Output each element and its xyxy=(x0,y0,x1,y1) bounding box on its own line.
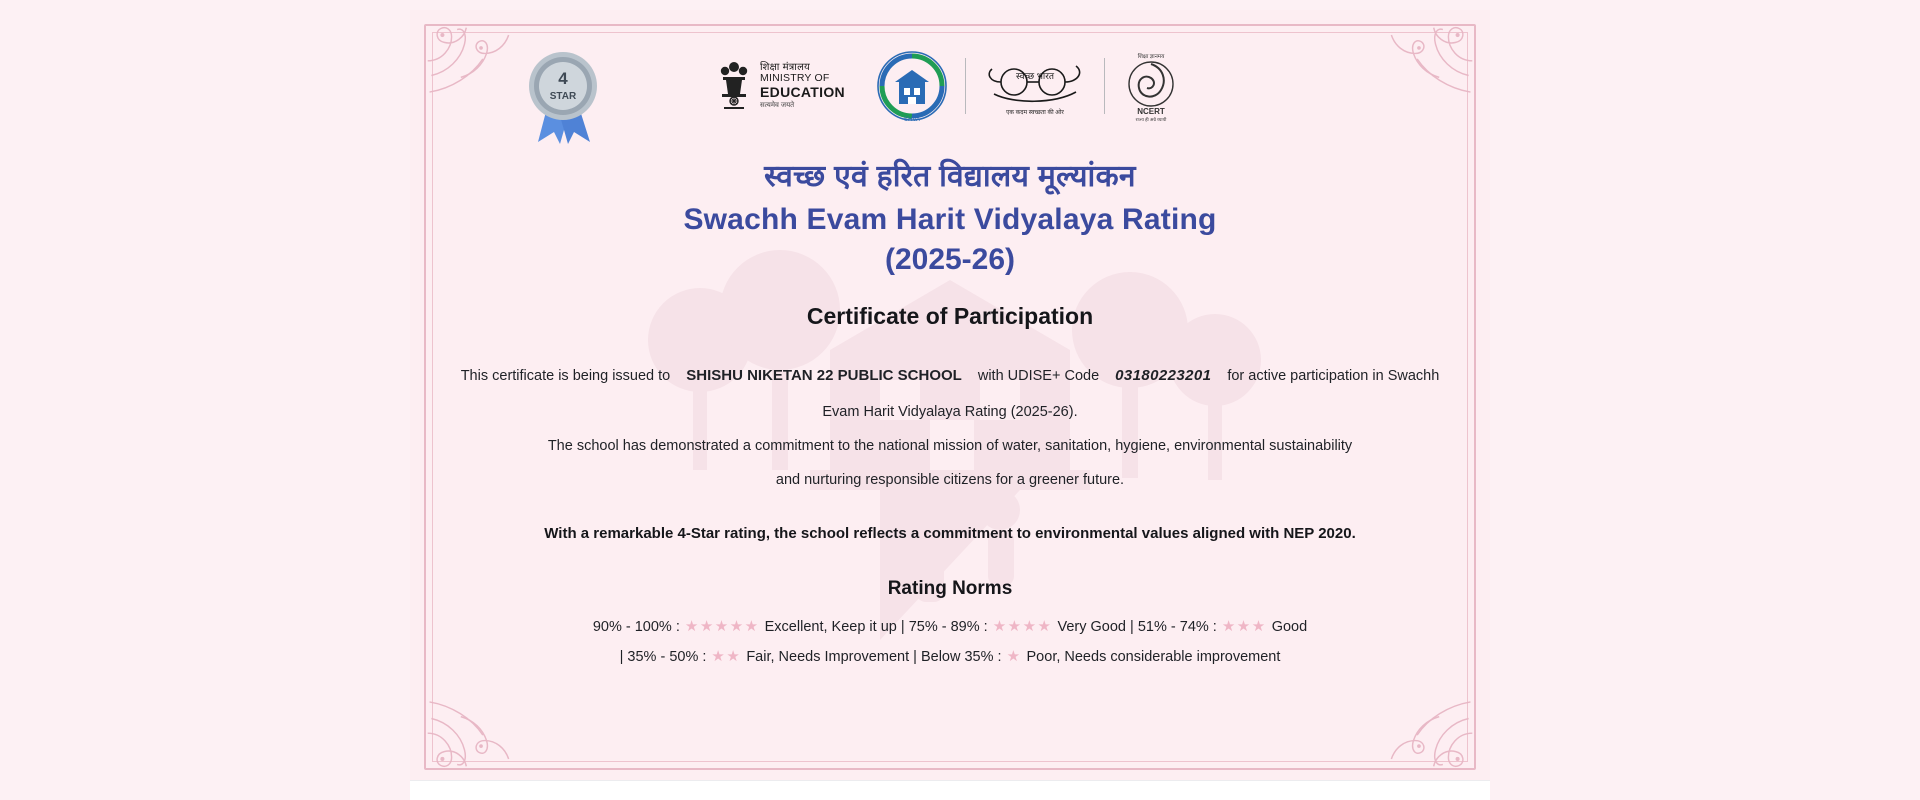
rating-highlight-text: With a remarkable 4-Star rating, the school reflects a commitment to environmental values aligned with NEP 2020. xyxy=(544,525,1356,543)
certificate-sheet xyxy=(410,10,1490,780)
title-year: (2025-26) xyxy=(884,243,1016,276)
logo-swachh-bharat xyxy=(966,47,1104,125)
moe-hindi-label: शिक्षा मंत्रालय xyxy=(760,61,811,73)
norm-label: Good xyxy=(1271,619,1308,636)
ncert-emblem-icon xyxy=(1119,50,1183,122)
body-line-2: Evam Harit Vidyalaya Rating (2025-26). xyxy=(822,404,1078,421)
norm-item-very-good xyxy=(909,619,1130,635)
moe-motto: सत्यमेव जयते xyxy=(760,102,795,110)
norm-separator: | xyxy=(619,649,624,666)
certificate-body xyxy=(460,358,1440,497)
norm-item-good xyxy=(1138,619,1307,635)
rating-norms-heading: Rating Norms xyxy=(887,578,1013,600)
badge-label: STAR xyxy=(549,91,577,102)
norm-item-fair xyxy=(627,649,913,665)
swachh-bharat-text: स्वच्छ भारत xyxy=(1015,71,1054,81)
norm-separator: | xyxy=(1130,619,1134,636)
rating-norms-list xyxy=(460,612,1440,672)
logo-ministry-of-education xyxy=(703,47,859,125)
swachh-bharat-tagline: एक कदम स्वच्छता की ओर xyxy=(1006,110,1064,116)
shvi-caption: SHVA xyxy=(903,117,920,123)
certificate-content xyxy=(460,40,1440,756)
norm-range: Below 35% : xyxy=(920,649,1002,666)
certificate-type-heading: Certificate of Participation xyxy=(806,303,1094,329)
title-hindi: स्वच्छ एवं हरित विद्यालय मूल्यांकन xyxy=(764,160,1136,193)
shvi-emblem-icon xyxy=(873,48,951,124)
logo-shvi xyxy=(859,47,965,125)
norm-label: Fair, Needs Improvement xyxy=(746,649,910,666)
badge-number: 4 xyxy=(558,69,568,88)
ncert-hindi-label: शिक्षा ज्ञानमय xyxy=(1137,54,1165,60)
body-line-4: and nurturing responsible citizens for a greener future. xyxy=(775,472,1125,489)
ashoka-emblem-icon xyxy=(717,55,751,117)
participation-text: for active participation in Swachh xyxy=(1227,368,1440,384)
moe-english-line2: EDUCATION xyxy=(760,83,845,100)
star-rating-badge xyxy=(524,46,602,146)
moe-english-line1: MINISTRY OF xyxy=(760,71,830,84)
norm-stars: ★ xyxy=(1006,648,1022,666)
school-name: SHISHU NIKETAN 22 PUBLIC SCHOOL xyxy=(686,367,962,384)
body-line-1 xyxy=(460,358,1440,393)
swachh-bharat-icon xyxy=(980,54,1090,118)
norm-range: 90% - 100% : xyxy=(592,619,680,636)
rating-norms-row-1 xyxy=(460,612,1440,642)
norm-separator: | xyxy=(900,619,905,636)
rating-norms-row-2 xyxy=(460,642,1440,672)
ncert-motto: राज्य ही अग्रे ध्यायी xyxy=(1135,117,1167,122)
title-english: Swachh Evam Harit Vidyalaya Rating xyxy=(683,203,1217,236)
logo-strip xyxy=(460,40,1440,132)
norm-range: 51% - 74% : xyxy=(1137,619,1217,636)
norm-item-poor xyxy=(921,649,1280,665)
norm-separator: | xyxy=(913,649,917,666)
ncert-text: NCERT xyxy=(1137,107,1165,116)
issued-to-prefix: This certificate is being issued to xyxy=(460,368,671,384)
norm-range: 35% - 50% : xyxy=(627,649,707,666)
norm-stars: ★★★ xyxy=(1221,618,1267,636)
body-line-3: The school has demonstrated a commitment to the national mission of water, sanitation, hygiene, environmental sustainability xyxy=(547,438,1353,455)
norm-item-excellent xyxy=(593,619,901,635)
norm-stars: ★★★★ xyxy=(992,618,1053,636)
udise-code: 03180223201 xyxy=(1115,367,1212,384)
norm-label: Very Good xyxy=(1057,619,1126,636)
norm-stars: ★★★★★ xyxy=(684,618,760,636)
norm-label: Excellent, Keep it up xyxy=(764,619,897,636)
norm-stars: ★★ xyxy=(711,648,742,666)
page-bottom-edge xyxy=(410,780,1490,800)
norm-label: Poor, Needs considerable improvement xyxy=(1026,649,1281,666)
norm-range: 75% - 89% : xyxy=(908,619,988,636)
udise-label: with UDISE+ Code xyxy=(977,368,1100,384)
logo-ncert xyxy=(1105,47,1197,125)
